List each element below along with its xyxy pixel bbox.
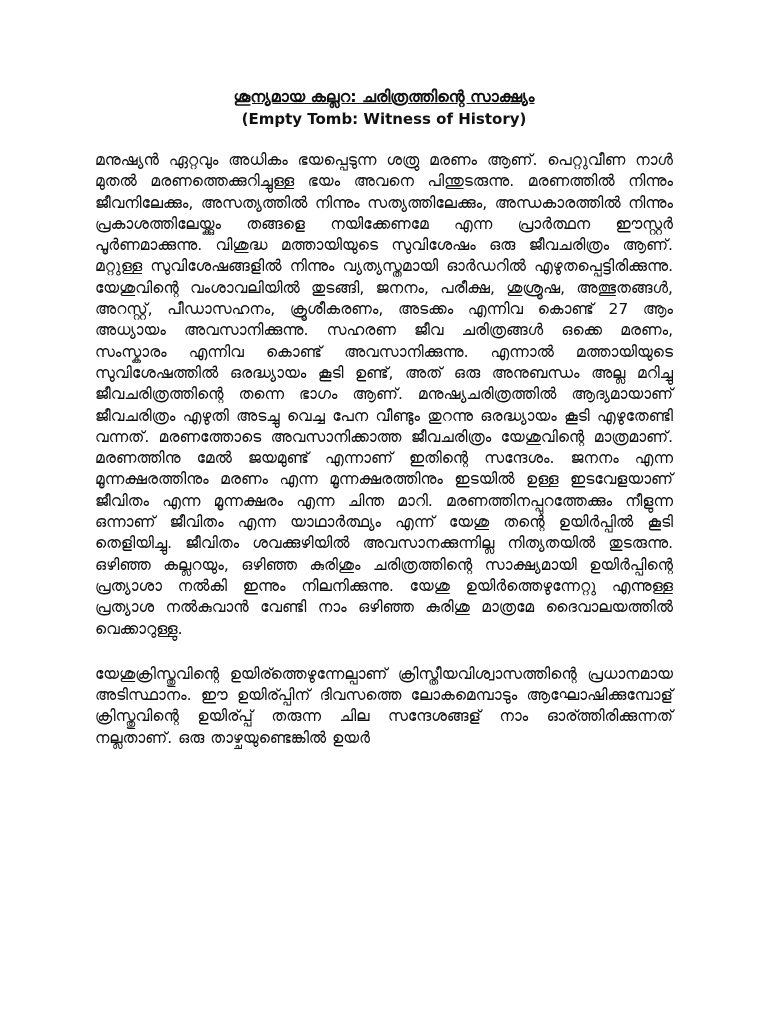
body-paragraph: യേശുക്രിസ്തുവിന്റെ ഉയിര്ത്തെഴുന്നേല്പാണ് ക്രിസ്തീയവിശ്വാസത്തിന്റെ പ്രധാനമായ അടിസ്ഥാനം. ഈ ഉയിര്പ്പിന് ദിവസത്തെ ലോകമെമ്പാടും ആഘോഷിക്കുമ്പോള് ക്രിസ്തുവിന്റെ ഉയിര്പ്പ് തരുന്ന ചില സന്ദേശങ്ങള് നാം ഓര്ത്തിരിക്കുന്നത് നല്ലതാണ്. ഒരു താഴ്ചയുണ്ടെങ്കിൽ ഉയർ xyxy=(95,664,673,747)
page-subtitle: (Empty Tomb: Witness of History) xyxy=(241,110,527,128)
page-title: ശൂന്യമായ കല്ലറ: ചരിത്രത്തിന്റെ സാക്ഷ്യം xyxy=(233,87,535,106)
title-block xyxy=(95,86,673,130)
body-paragraph: മനുഷ്യൻ ഏറ്റവും അധികം ഭയപ്പെടുന്ന ശത്രു മരണം ആണ്. പെറ്റുവീണ നാൾ മുതൽ മരണത്തെക്കുറിച്ചുള്ള ഭയം അവനെ പിന്തുടരുന്നു. മരണത്തിൽ നിന്നും ജീവനിലേക്കും, അസത്യത്തിൽ നിന്നും സത്യത്തിലേക്കും, അന്ധകാരത്തിൽ നിന്നും പ്രകാശത്തിലേയ്ക്കും തങ്ങളെ നയിക്കേണമേ എന്ന പ്രാർത്ഥന ഈസ്റ്റർ പൂർണമാക്കുന്നു. വിശുദ്ധ മത്തായിയുടെ സുവിശേഷം ഒരു ജീവചരിത്രം ആണ്. മറ്റുള്ള സുവിശേഷങ്ങളിൽ നിന്നും വ്യത്യസ്തമായി ഓർഡറിൽ എഴുതപ്പെട്ടിരിക്കുന്നു. യേശുവിന്റെ വംശാവലിയിൽ തുടങ്ങി, ജനനം, പരീക്ഷ, ശുശ്രൂഷ, അത്ഭുതങ്ങൾ, അറസ്റ്റ്, പീഡാസഹനം, ക്രൂശീകരണം, അടക്കം എന്നിവ കൊണ്ട് 27 ആം അധ്യായം അവസാനിക്കുന്നു. സഹരണ ജീവ ചരിത്രങ്ങൾ ഒക്കെ മരണം, സംസ്കാരം എന്നിവ കൊണ്ട് അവസാനിക്കുന്നു. എന്നാൽ മത്തായിയുടെ സുവിശേഷത്തിൽ ഒരദ്ധ്യായം കൂടി ഉണ്ട്, അത് ഒരു അനുബന്ധം അല്ല മറിച്ചു ജീവചരിത്രത്തിന്റെ തന്നെ ഭാഗം ആണ്. മനുഷ്യചരിത്രത്തിൽ ആദ്യമായാണ് ജീവചരിത്രം എഴുതി അടച്ചു വെച്ച പേന വീണ്ടും തുറന്നു ഒരദ്ധ്യായം കൂടി എഴുതേണ്ടി വന്നത്. മരണത്തോടെ അവസാനിക്കാത്ത ജീവചരിത്രം യേശുവിന്റെ മാത്രമാണ്. മരണത്തിനു മേൽ ജയമുണ്ട് എന്നാണ് ഇതിന്റെ സന്ദേശം. ജനനം എന്ന മൂന്നക്ഷരത്തിനും മരണം എന്ന മൂന്നക്ഷരത്തിനും ഇടയിൽ ഉള്ള ഇടവേളയാണ് ജീവിതം എന്ന മൂന്നക്ഷരം എന്ന ചിന്ത മാറി. മരണത്തിനപ്പുറത്തേക്കും നീളുന്ന ഒന്നാണ് ജീവിതം എന്ന യാഥാർത്ഥ്യം എന്ന് യേശു തന്റെ ഉയിർപ്പിൽ കൂടി തെളിയിച്ചു. ജീവിതം ശവക്കുഴിയിൽ അവസാനക്കുന്നില്ല നിത്യതയിൽ തുടരുന്നു. ഒഴിഞ്ഞ കല്ലറയും, ഒഴിഞ്ഞ കുരിശും ചരിത്രത്തിന്റെ സാക്ഷ്യമായി ഉയിർപ്പിന്റെ പ്രത്യാശാ നൽകി ഇന്നും നിലനിക്കുന്നു. യേശു ഉയിർത്തെഴുന്നേറ്റു എന്നുള്ള പ്രത്യാശ നൽകുവാൻ വേണ്ടി നാം ഒഴിഞ്ഞ കുരിശു മാത്രമേ ദൈവാലയത്തിൽ വെക്കാറുള്ളു. xyxy=(95,151,673,638)
